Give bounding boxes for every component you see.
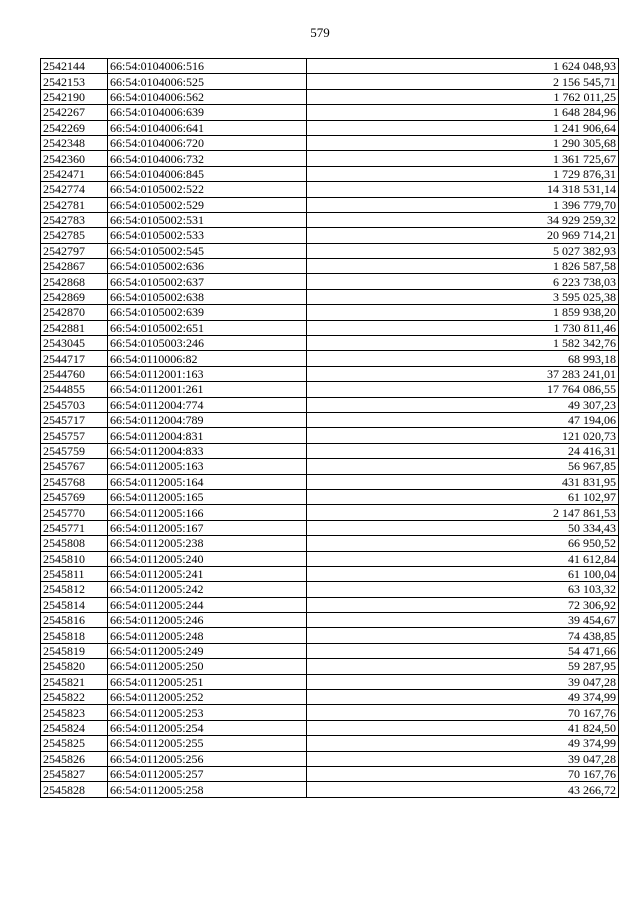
- row-id-cell: 2545767: [41, 459, 108, 474]
- cadastral-number-cell: 66:54:0105002:637: [108, 274, 307, 289]
- cadastral-number-cell: 66:54:0112005:256: [108, 751, 307, 766]
- cadastral-value-cell: 1 826 587,58: [307, 259, 619, 274]
- table-row: [41, 166, 619, 181]
- cadastral-value-cell: 5 027 382,93: [307, 243, 619, 258]
- cadastral-number-cell: 66:54:0112005:242: [108, 582, 307, 597]
- table-row: [41, 597, 619, 612]
- cadastral-number-cell: 66:54:0112005:254: [108, 720, 307, 735]
- cadastral-number-cell: 66:54:0104006:720: [108, 135, 307, 150]
- row-id-cell: 2545812: [41, 582, 108, 597]
- table-row: [41, 274, 619, 289]
- row-id-cell: 2542781: [41, 197, 108, 212]
- table-row: [41, 59, 619, 74]
- row-id-cell: 2545826: [41, 751, 108, 766]
- table-row: [41, 197, 619, 212]
- cadastral-value-cell: 70 167,76: [307, 766, 619, 781]
- cadastral-value-cell: 1 361 725,67: [307, 151, 619, 166]
- table-row: [41, 120, 619, 135]
- cadastral-value-cell: 1 762 011,25: [307, 89, 619, 104]
- cadastral-number-cell: 66:54:0105002:531: [108, 212, 307, 227]
- cadastral-number-cell: 66:54:0105002:522: [108, 182, 307, 197]
- cadastral-number-cell: 66:54:0105002:545: [108, 243, 307, 258]
- row-id-cell: 2542267: [41, 105, 108, 120]
- cadastral-value-cell: 56 967,85: [307, 459, 619, 474]
- cadastral-value-cell: 2 147 861,53: [307, 505, 619, 520]
- cadastral-number-cell: 66:54:0112001:261: [108, 382, 307, 397]
- table-row: [41, 412, 619, 427]
- cadastral-number-cell: 66:54:0112005:241: [108, 566, 307, 581]
- cadastral-value-cell: 63 103,32: [307, 582, 619, 597]
- row-id-cell: 2542360: [41, 151, 108, 166]
- cadastral-value-cell: 37 283 241,01: [307, 366, 619, 381]
- row-id-cell: 2545769: [41, 489, 108, 504]
- cadastral-value-cell: 74 438,85: [307, 628, 619, 643]
- row-id-cell: 2545771: [41, 520, 108, 535]
- cadastral-value-cell: 70 167,76: [307, 705, 619, 720]
- table-row: [41, 151, 619, 166]
- row-id-cell: 2542153: [41, 74, 108, 89]
- cadastral-number-cell: 66:54:0112004:789: [108, 412, 307, 427]
- table-row: [41, 289, 619, 304]
- cadastral-value-cell: 34 929 259,32: [307, 212, 619, 227]
- row-id-cell: 2542869: [41, 289, 108, 304]
- table-body: [41, 59, 619, 798]
- row-id-cell: 2542471: [41, 166, 108, 181]
- row-id-cell: 2542868: [41, 274, 108, 289]
- row-id-cell: 2545810: [41, 551, 108, 566]
- table-row: [41, 428, 619, 443]
- table-row: [41, 212, 619, 227]
- row-id-cell: 2545770: [41, 505, 108, 520]
- cadastral-number-cell: 66:54:0112005:255: [108, 736, 307, 751]
- table-row: [41, 228, 619, 243]
- cadastral-value-cell: 47 194,06: [307, 412, 619, 427]
- cadastral-number-cell: 66:54:0112005:253: [108, 705, 307, 720]
- row-id-cell: 2545757: [41, 428, 108, 443]
- row-id-cell: 2545819: [41, 643, 108, 658]
- row-id-cell: 2545717: [41, 412, 108, 427]
- cadastral-number-cell: 66:54:0112005:246: [108, 613, 307, 628]
- cadastral-number-cell: 66:54:0112005:257: [108, 766, 307, 781]
- cadastral-number-cell: 66:54:0112001:163: [108, 366, 307, 381]
- table-row: [41, 259, 619, 274]
- cadastral-value-cell: 61 102,97: [307, 489, 619, 504]
- row-id-cell: 2545820: [41, 659, 108, 674]
- row-id-cell: 2542797: [41, 243, 108, 258]
- row-id-cell: 2542190: [41, 89, 108, 104]
- cadastral-number-cell: 66:54:0112005:163: [108, 459, 307, 474]
- page-number: 579: [310, 25, 330, 40]
- table-row: [41, 613, 619, 628]
- table-row: [41, 659, 619, 674]
- cadastral-number-cell: 66:54:0104006:845: [108, 166, 307, 181]
- cadastral-number-cell: 66:54:0112005:252: [108, 690, 307, 705]
- cadastral-number-cell: 66:54:0112005:164: [108, 474, 307, 489]
- cadastral-value-cell: 41 824,50: [307, 720, 619, 735]
- row-id-cell: 2544855: [41, 382, 108, 397]
- row-id-cell: 2545703: [41, 397, 108, 412]
- cadastral-value-cell: 3 595 025,38: [307, 289, 619, 304]
- table-row: [41, 320, 619, 335]
- table-row: [41, 351, 619, 366]
- table-row: [41, 474, 619, 489]
- cadastral-number-cell: 66:54:0112005:165: [108, 489, 307, 504]
- cadastral-value-cell: 1 624 048,93: [307, 59, 619, 74]
- cadastral-number-cell: 66:54:0104006:525: [108, 74, 307, 89]
- cadastral-value-cell: 17 764 086,55: [307, 382, 619, 397]
- table-row: [41, 459, 619, 474]
- cadastral-number-cell: 66:54:0104006:641: [108, 120, 307, 135]
- cadastral-value-cell: 24 416,31: [307, 443, 619, 458]
- table-row: [41, 505, 619, 520]
- cadastral-number-cell: 66:54:0112005:238: [108, 536, 307, 551]
- cadastral-number-cell: 66:54:0105002:533: [108, 228, 307, 243]
- cadastral-value-cell: 1 648 284,96: [307, 105, 619, 120]
- table-row: [41, 135, 619, 150]
- cadastral-number-cell: 66:54:0112004:774: [108, 397, 307, 412]
- table-row: [41, 720, 619, 735]
- cadastral-value-cell: 50 334,43: [307, 520, 619, 535]
- row-id-cell: 2542785: [41, 228, 108, 243]
- table-row: [41, 705, 619, 720]
- cadastral-number-cell: 66:54:0104006:562: [108, 89, 307, 104]
- cadastral-number-cell: 66:54:0112005:240: [108, 551, 307, 566]
- cadastral-value-cell: 39 047,28: [307, 674, 619, 689]
- table-row: [41, 551, 619, 566]
- cadastral-value-cell: 1 582 342,76: [307, 336, 619, 351]
- row-id-cell: 2542881: [41, 320, 108, 335]
- cadastral-number-cell: 66:54:0104006:516: [108, 59, 307, 74]
- table-row: [41, 74, 619, 89]
- cadastral-number-cell: 66:54:0105003:246: [108, 336, 307, 351]
- table-row: [41, 336, 619, 351]
- cadastral-value-cell: 1 859 938,20: [307, 305, 619, 320]
- table-row: [41, 536, 619, 551]
- row-id-cell: 2545825: [41, 736, 108, 751]
- row-id-cell: 2542870: [41, 305, 108, 320]
- cadastral-value-cell: 431 831,95: [307, 474, 619, 489]
- cadastral-value-cell: 6 223 738,03: [307, 274, 619, 289]
- table-row: [41, 566, 619, 581]
- table-row: [41, 628, 619, 643]
- row-id-cell: 2542348: [41, 135, 108, 150]
- cadastral-number-cell: 66:54:0105002:639: [108, 305, 307, 320]
- table-row: [41, 243, 619, 258]
- cadastral-value-cell: 72 306,92: [307, 597, 619, 612]
- table-row: [41, 182, 619, 197]
- row-id-cell: 2542774: [41, 182, 108, 197]
- row-id-cell: 2545818: [41, 628, 108, 643]
- row-id-cell: 2545811: [41, 566, 108, 581]
- table-row: [41, 782, 619, 797]
- table-row: [41, 397, 619, 412]
- cadastral-value-cell: 43 266,72: [307, 782, 619, 797]
- row-id-cell: 2545828: [41, 782, 108, 797]
- row-id-cell: 2545768: [41, 474, 108, 489]
- row-id-cell: 2545824: [41, 720, 108, 735]
- cadastral-number-cell: 66:54:0112005:244: [108, 597, 307, 612]
- cadastral-number-cell: 66:54:0112004:833: [108, 443, 307, 458]
- cadastral-value-cell: 54 471,66: [307, 643, 619, 658]
- row-id-cell: 2543045: [41, 336, 108, 351]
- cadastral-number-cell: 66:54:0112005:249: [108, 643, 307, 658]
- cadastral-number-cell: 66:54:0105002:651: [108, 320, 307, 335]
- cadastral-number-cell: 66:54:0112005:248: [108, 628, 307, 643]
- cadastral-number-cell: 66:54:0105002:636: [108, 259, 307, 274]
- row-id-cell: 2542269: [41, 120, 108, 135]
- table-row: [41, 582, 619, 597]
- cadastral-number-cell: 66:54:0104006:639: [108, 105, 307, 120]
- row-id-cell: 2545814: [41, 597, 108, 612]
- cadastral-value-cell: 2 156 545,71: [307, 74, 619, 89]
- table-row: [41, 89, 619, 104]
- cadastral-value-cell: 1 241 906,64: [307, 120, 619, 135]
- table-row: [41, 766, 619, 781]
- cadastral-value-cell: 61 100,04: [307, 566, 619, 581]
- table-row: [41, 751, 619, 766]
- row-id-cell: 2544717: [41, 351, 108, 366]
- cadastral-number-cell: 66:54:0112005:167: [108, 520, 307, 535]
- table-row: [41, 105, 619, 120]
- cadastral-value-cell: 39 454,67: [307, 613, 619, 628]
- cadastral-value-cell: 20 969 714,21: [307, 228, 619, 243]
- cadastral-number-cell: 66:54:0104006:732: [108, 151, 307, 166]
- cadastral-value-cell: 1 729 876,31: [307, 166, 619, 181]
- cadastral-value-cell: 49 307,23: [307, 397, 619, 412]
- row-id-cell: 2544760: [41, 366, 108, 381]
- row-id-cell: 2545823: [41, 705, 108, 720]
- cadastral-value-table: [40, 58, 619, 798]
- cadastral-number-cell: 66:54:0110006:82: [108, 351, 307, 366]
- cadastral-value-cell: 39 047,28: [307, 751, 619, 766]
- cadastral-value-cell: 49 374,99: [307, 690, 619, 705]
- cadastral-value-cell: 14 318 531,14: [307, 182, 619, 197]
- row-id-cell: 2542867: [41, 259, 108, 274]
- cadastral-number-cell: 66:54:0112005:250: [108, 659, 307, 674]
- row-id-cell: 2545821: [41, 674, 108, 689]
- row-id-cell: 2545808: [41, 536, 108, 551]
- table-row: [41, 736, 619, 751]
- row-id-cell: 2545816: [41, 613, 108, 628]
- row-id-cell: 2542144: [41, 59, 108, 74]
- cadastral-value-cell: 41 612,84: [307, 551, 619, 566]
- table-row: [41, 643, 619, 658]
- table-row: [41, 443, 619, 458]
- cadastral-value-cell: 1 396 779,70: [307, 197, 619, 212]
- table-row: [41, 690, 619, 705]
- cadastral-value-cell: 59 287,95: [307, 659, 619, 674]
- table-row: [41, 382, 619, 397]
- cadastral-number-cell: 66:54:0105002:638: [108, 289, 307, 304]
- cadastral-value-cell: 121 020,73: [307, 428, 619, 443]
- cadastral-value-cell: 1 730 811,46: [307, 320, 619, 335]
- row-id-cell: 2545759: [41, 443, 108, 458]
- cadastral-number-cell: 66:54:0112005:166: [108, 505, 307, 520]
- cadastral-number-cell: 66:54:0112005:258: [108, 782, 307, 797]
- table-row: [41, 674, 619, 689]
- cadastral-value-cell: 68 993,18: [307, 351, 619, 366]
- table-row: [41, 520, 619, 535]
- table-row: [41, 366, 619, 381]
- cadastral-value-cell: 1 290 305,68: [307, 135, 619, 150]
- cadastral-number-cell: 66:54:0112004:831: [108, 428, 307, 443]
- cadastral-value-cell: 49 374,99: [307, 736, 619, 751]
- row-id-cell: 2545822: [41, 690, 108, 705]
- table-row: [41, 305, 619, 320]
- cadastral-number-cell: 66:54:0112005:251: [108, 674, 307, 689]
- cadastral-value-cell: 66 950,52: [307, 536, 619, 551]
- row-id-cell: 2545827: [41, 766, 108, 781]
- cadastral-number-cell: 66:54:0105002:529: [108, 197, 307, 212]
- row-id-cell: 2542783: [41, 212, 108, 227]
- table-row: [41, 489, 619, 504]
